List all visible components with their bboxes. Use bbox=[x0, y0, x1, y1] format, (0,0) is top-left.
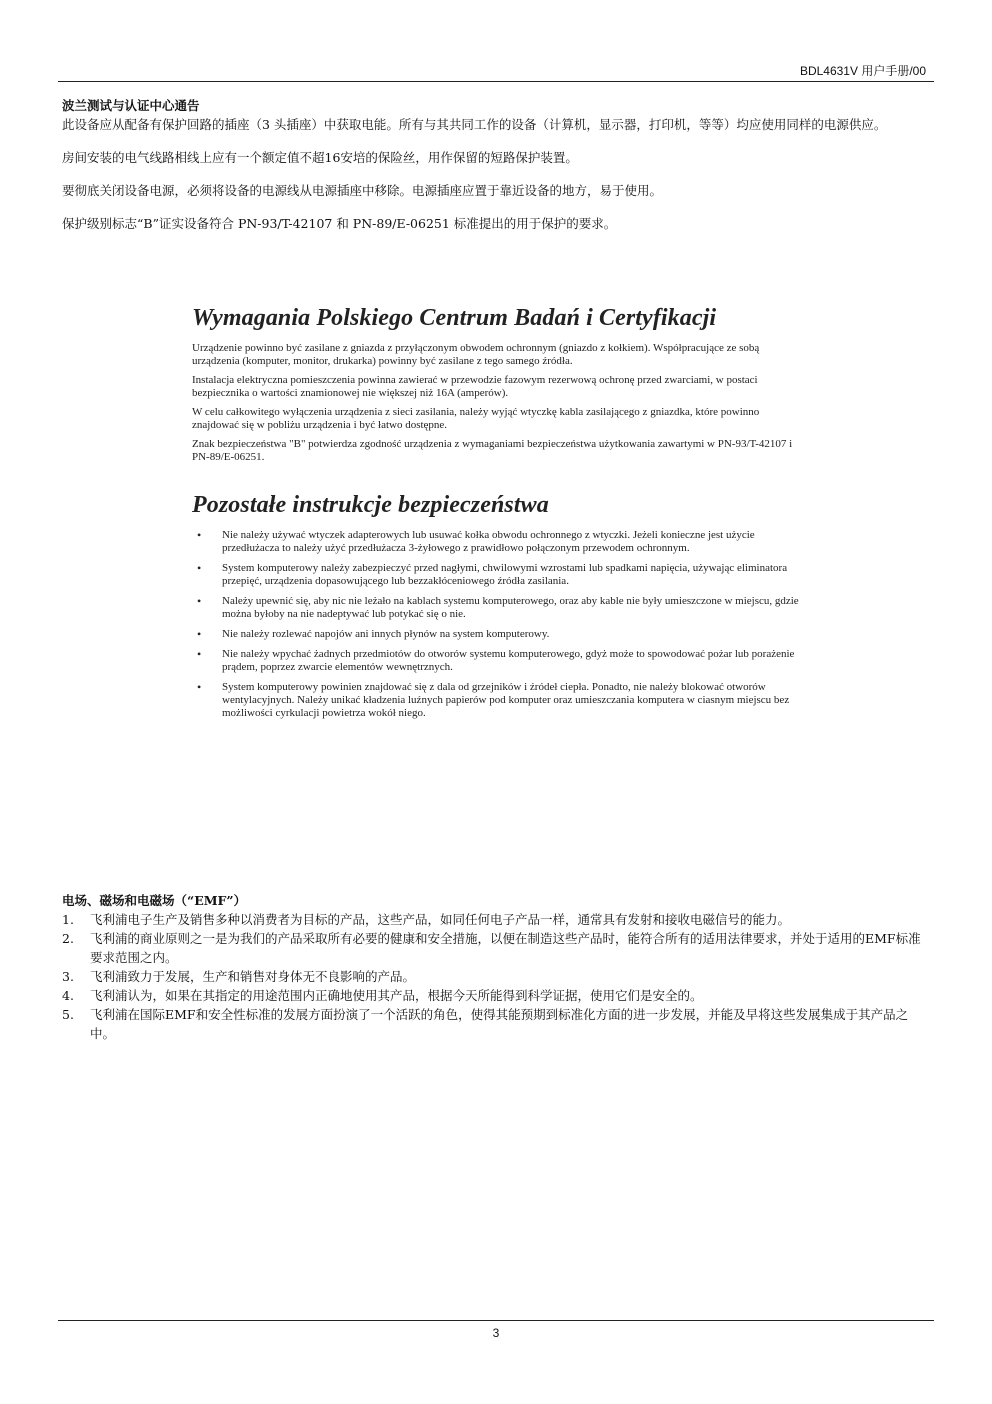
footer-rule bbox=[58, 1320, 934, 1321]
list-item-text: 飞利浦的商业原则之一是为我们的产品采取所有必要的健康和安全措施，以便在制造这些产品时，能符合所有的适用法律要求，并处于适用的EMF标准要求范围之内。 bbox=[90, 931, 921, 965]
emf-list bbox=[62, 910, 932, 1043]
list-item bbox=[192, 595, 802, 621]
polish-paragraph: W celu całkowitego wyłączenia urządzenia z sieci zasilania, należy wyjąć wtyczkę kabla zasilającego z gniazdka, które powinno znajdować się w pobliżu urządzenia i być łatwo dostępne. bbox=[192, 406, 760, 431]
list-item-text: System komputerowy należy zabezpieczyć przed nagłymi, chwilowymi wzrostami lub spadkami napięcia, używając eliminatora przepięć, urządzenia dopasowującego lub bezzakłóceniowego źródła zasilania. bbox=[222, 562, 788, 587]
list-item bbox=[62, 910, 932, 929]
poland-notice-title: 波兰测试与认证中心通告 bbox=[62, 98, 200, 113]
emf-section bbox=[62, 891, 932, 1043]
list-item-text: Należy upewnić się, aby nic nie leżało na kablach systemu komputerowego, oraz aby kable nie były umieszczone w miejscu, gdzie można byłoby na nie nadeptywać lub potykać się o nie. bbox=[222, 595, 799, 620]
list-number: 2. bbox=[62, 931, 74, 946]
list-item bbox=[192, 628, 802, 641]
list-item bbox=[192, 681, 802, 720]
list-number: 1. bbox=[62, 912, 74, 927]
list-number: 5. bbox=[62, 1007, 74, 1022]
bullet-icon: • bbox=[197, 627, 202, 641]
list-item bbox=[192, 529, 802, 555]
polish-safety-list bbox=[192, 529, 802, 720]
bullet-icon: • bbox=[197, 647, 202, 661]
bullet-icon: • bbox=[197, 594, 202, 608]
list-item bbox=[192, 648, 802, 674]
polish-embedded-notice bbox=[192, 305, 802, 727]
list-number: 3. bbox=[62, 969, 74, 984]
list-item bbox=[62, 986, 932, 1005]
poland-paragraph: 要彻底关闭设备电源，必须将设备的电源线从电源插座中移除。电源插座应置于靠近设备的地方，易于使用。 bbox=[62, 183, 663, 198]
poland-paragraph: 房间安装的电气线路相线上应有一个额定值不超16安培的保险丝，用作保留的短路保护装置。 bbox=[62, 150, 578, 165]
list-item-text: Nie należy używać wtyczek adapterowych lub usuwać kołka obwodu ochronnego z wtyczki. Jeżeli konieczne jest użycie przedłużacza to należy użyć przedłużacza 3-żyłowego z prawidłowo połączonym przewodem ochronnym. bbox=[222, 529, 755, 554]
poland-paragraph: 保护级别标志“B”证实设备符合 PN-93/T-42107 和 PN-89/E-06251 标准提出的用于保护的要求。 bbox=[62, 216, 617, 231]
list-item bbox=[62, 1005, 932, 1043]
list-item-text: 飞利浦致力于发展，生产和销售对身体无不良影响的产品。 bbox=[90, 969, 416, 984]
list-item bbox=[62, 929, 932, 967]
list-number: 4. bbox=[62, 988, 74, 1003]
page-header: BDL4631V 用户手册/00 bbox=[799, 64, 926, 78]
list-item-text: Nie należy wpychać żadnych przedmiotów do otworów systemu komputerowego, gdyż może to spowodować pożar lub porażenie prądem, poprzez zwarcie elementów wewnętrznych. bbox=[222, 648, 795, 673]
list-item-text: 飞利浦认为，如果在其指定的用途范围内正确地使用其产品，根据今天所能得到科学证据，使用它们是安全的。 bbox=[90, 988, 703, 1003]
polish-paragraph: Instalacja elektryczna pomieszczenia powinna zawierać w przewodzie fazowym rezerwową ochronę przed zwarciami, w postaci bezpiecznika o wartości znamionowej nie większej niż 16A (amperów). bbox=[192, 374, 758, 399]
list-item-text: 飞利浦在国际EMF和安全性标准的发展方面扮演了一个活跃的角色，使得其能预期到标准化方面的进一步发展，并能及早将这些发展集成于其产品之中。 bbox=[90, 1007, 909, 1041]
bullet-icon: • bbox=[197, 528, 202, 542]
list-item bbox=[192, 562, 802, 588]
polish-title: Wymagania Polskiego Centrum Badań i Certyfikacji bbox=[192, 305, 717, 331]
list-item-text: System komputerowy powinien znajdować się z dala od grzejników i źródeł ciepła. Ponadto, nie należy blokować otworów wentylacyjnych. Należy unikać kładzenia luźnych papierów pod komputer oraz umieszczania komputera w ciasnym miejscu bez możliwości cyrkulacji powietrza wokół niego. bbox=[222, 681, 790, 719]
emf-title: 电场、磁场和电磁场（“EMF”） bbox=[62, 893, 247, 908]
page-number: 3 bbox=[492, 1326, 500, 1340]
poland-paragraph: 此设备应从配备有保护回路的插座（3 头插座）中获取电能。所有与其共同工作的设备（计算机，显示器，打印机，等等）均应使用同样的电源供应。 bbox=[62, 117, 887, 132]
polish-paragraph: Znak bezpieczeństwa "B" potwierdza zgodność urządzenia z wymaganiami bezpieczeństwa użytkowania zawartymi w PN-93/T-42107 i PN-89/E-06251. bbox=[192, 438, 793, 463]
list-item-text: Nie należy rozlewać napojów ani innych płynów na system komputerowy. bbox=[222, 628, 550, 640]
header-rule bbox=[58, 81, 934, 82]
poland-notice-section bbox=[62, 96, 932, 233]
list-item-text: 飞利浦电子生产及销售多种以消费者为目标的产品，这些产品，如同任何电子产品一样，通常具有发射和接收电磁信号的能力。 bbox=[90, 912, 791, 927]
bullet-icon: • bbox=[197, 680, 202, 694]
polish-safety-title: Pozostałe instrukcje bezpieczeństwa bbox=[192, 492, 549, 518]
list-item bbox=[62, 967, 932, 986]
bullet-icon: • bbox=[197, 561, 202, 575]
polish-paragraph: Urządzenie powinno być zasilane z gniazda z przyłączonym obwodem ochronnym (gniazdo z kołkiem). Współpracujące ze sobą urządzenia (komputer, monitor, drukarka) powinny być zasilane z tego samego źródła. bbox=[192, 342, 760, 367]
